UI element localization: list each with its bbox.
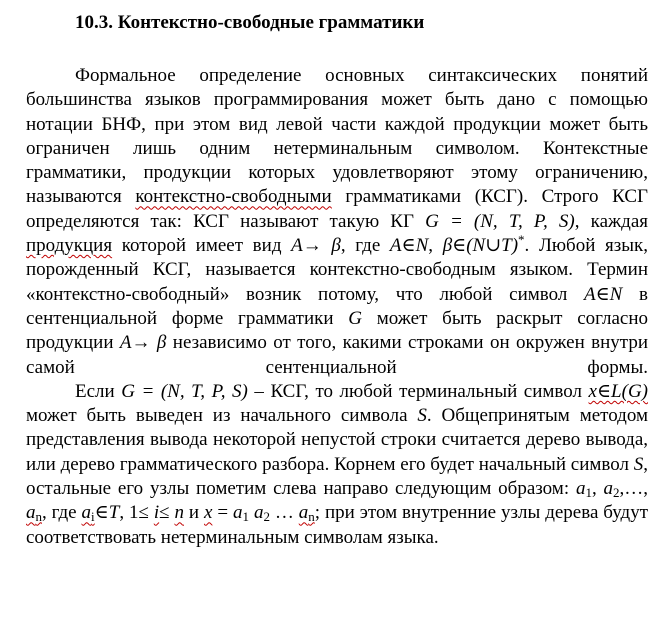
subscript: i [91,509,95,525]
text-run: в сентенциальной форме грамматики [26,283,648,329]
text-run: , [428,235,443,257]
document-body [26,64,648,550]
text-run: , где [340,235,390,257]
subscript: 2 [263,509,270,525]
formula-grammar: G = (N, T, P, S) [121,380,248,402]
text-run: = [212,502,233,524]
formula-symbol: a [26,502,36,524]
text-run: которой имеет вид [112,235,292,257]
formula-symbol: a [298,502,309,524]
formula-symbol: a [233,502,243,524]
text-run: грамматиками (КСГ). Строго КСГ определяются так: КСГ называют такую КГ [26,186,648,232]
formula-symbol: n [174,502,184,524]
text-run: ; при этом внутренние узлы дерева будут соответствовать нетерминальным символам языка. [26,502,649,548]
subscript: 1 [585,485,592,501]
formula-symbol: a [81,502,92,524]
formula-production: A→ β [291,235,341,257]
subscript: 2 [613,485,620,501]
text-run: ,…, [619,478,649,500]
formula-membership: A∈N [389,235,429,257]
formula-production: A→ β [119,332,167,354]
text-run: . Общепринятым методом представления вывода некоторой непустой строки считается дерево вывода, или дерево грамматического разбора. Корнем его будет начальный символ [26,405,648,475]
formula-symbol: a [603,478,614,500]
formula-language: x∈L(G) [588,380,648,402]
formula-membership: ∈T [94,502,120,524]
text-run: , остальные его узлы пометим слева направо следующим образом: [26,453,648,500]
paragraph-definition [26,64,648,380]
text-run: , [591,478,604,500]
formula-symbol: S [417,405,427,427]
text-run-term: продукция [26,235,113,257]
text-run: , где [42,502,82,524]
subscript: n [308,509,315,525]
superscript-star: * [518,232,525,248]
subscript: n [35,509,42,525]
text-run: , каждая [574,210,649,232]
formula-symbol: x [204,502,213,524]
formula-symbol: a [575,478,586,500]
text-run: . Любой язык, порожденный КСГ, называется контекстно-свободным языком. Термин «контекстно-свободный» возник потому, что любой символ [26,235,649,305]
formula-symbol: i [153,502,160,524]
text-run-term: контекстно-свободными [135,186,332,208]
subscript: 1 [242,509,249,525]
formula-symbol: G [348,307,362,329]
text-run: Формальное определение основных синтаксических понятий большинства языков программирования может быть дано с помощью нотации БНФ, при этом вид левой части каждой продукции может быть ограничен лишь одним нетерминальным символом. Контекстные грамматики, продукции которых удовлетворяют этому ограничению, называются [26,65,648,208]
text-run: может быть раскрыт согласно продукции [26,307,648,354]
text-run: … [269,502,299,524]
formula-grammar: G = (N, T, P, S) [425,210,575,232]
formula-membership: A∈N [584,283,623,305]
formula-symbol: a [253,502,264,524]
text-run: Если [75,380,122,402]
formula-symbol: S [633,453,644,475]
text-run: и [183,502,204,524]
text-run: – КСГ, то любой терминальный символ [247,380,589,402]
text-run: , 1≤ [119,502,154,524]
formula-beta: β∈(N∪T) [442,235,519,257]
text-run: ≤ [159,502,175,524]
text-run: может быть выведен из начального символа [26,405,418,427]
text-run: независимо от того, какими строками он окружен внутри самой сентенциальной формы. [26,332,648,378]
paragraph-derivation-tree [26,380,648,550]
section-title: 10.3. Контекстно-свободные грамматики [75,12,425,33]
